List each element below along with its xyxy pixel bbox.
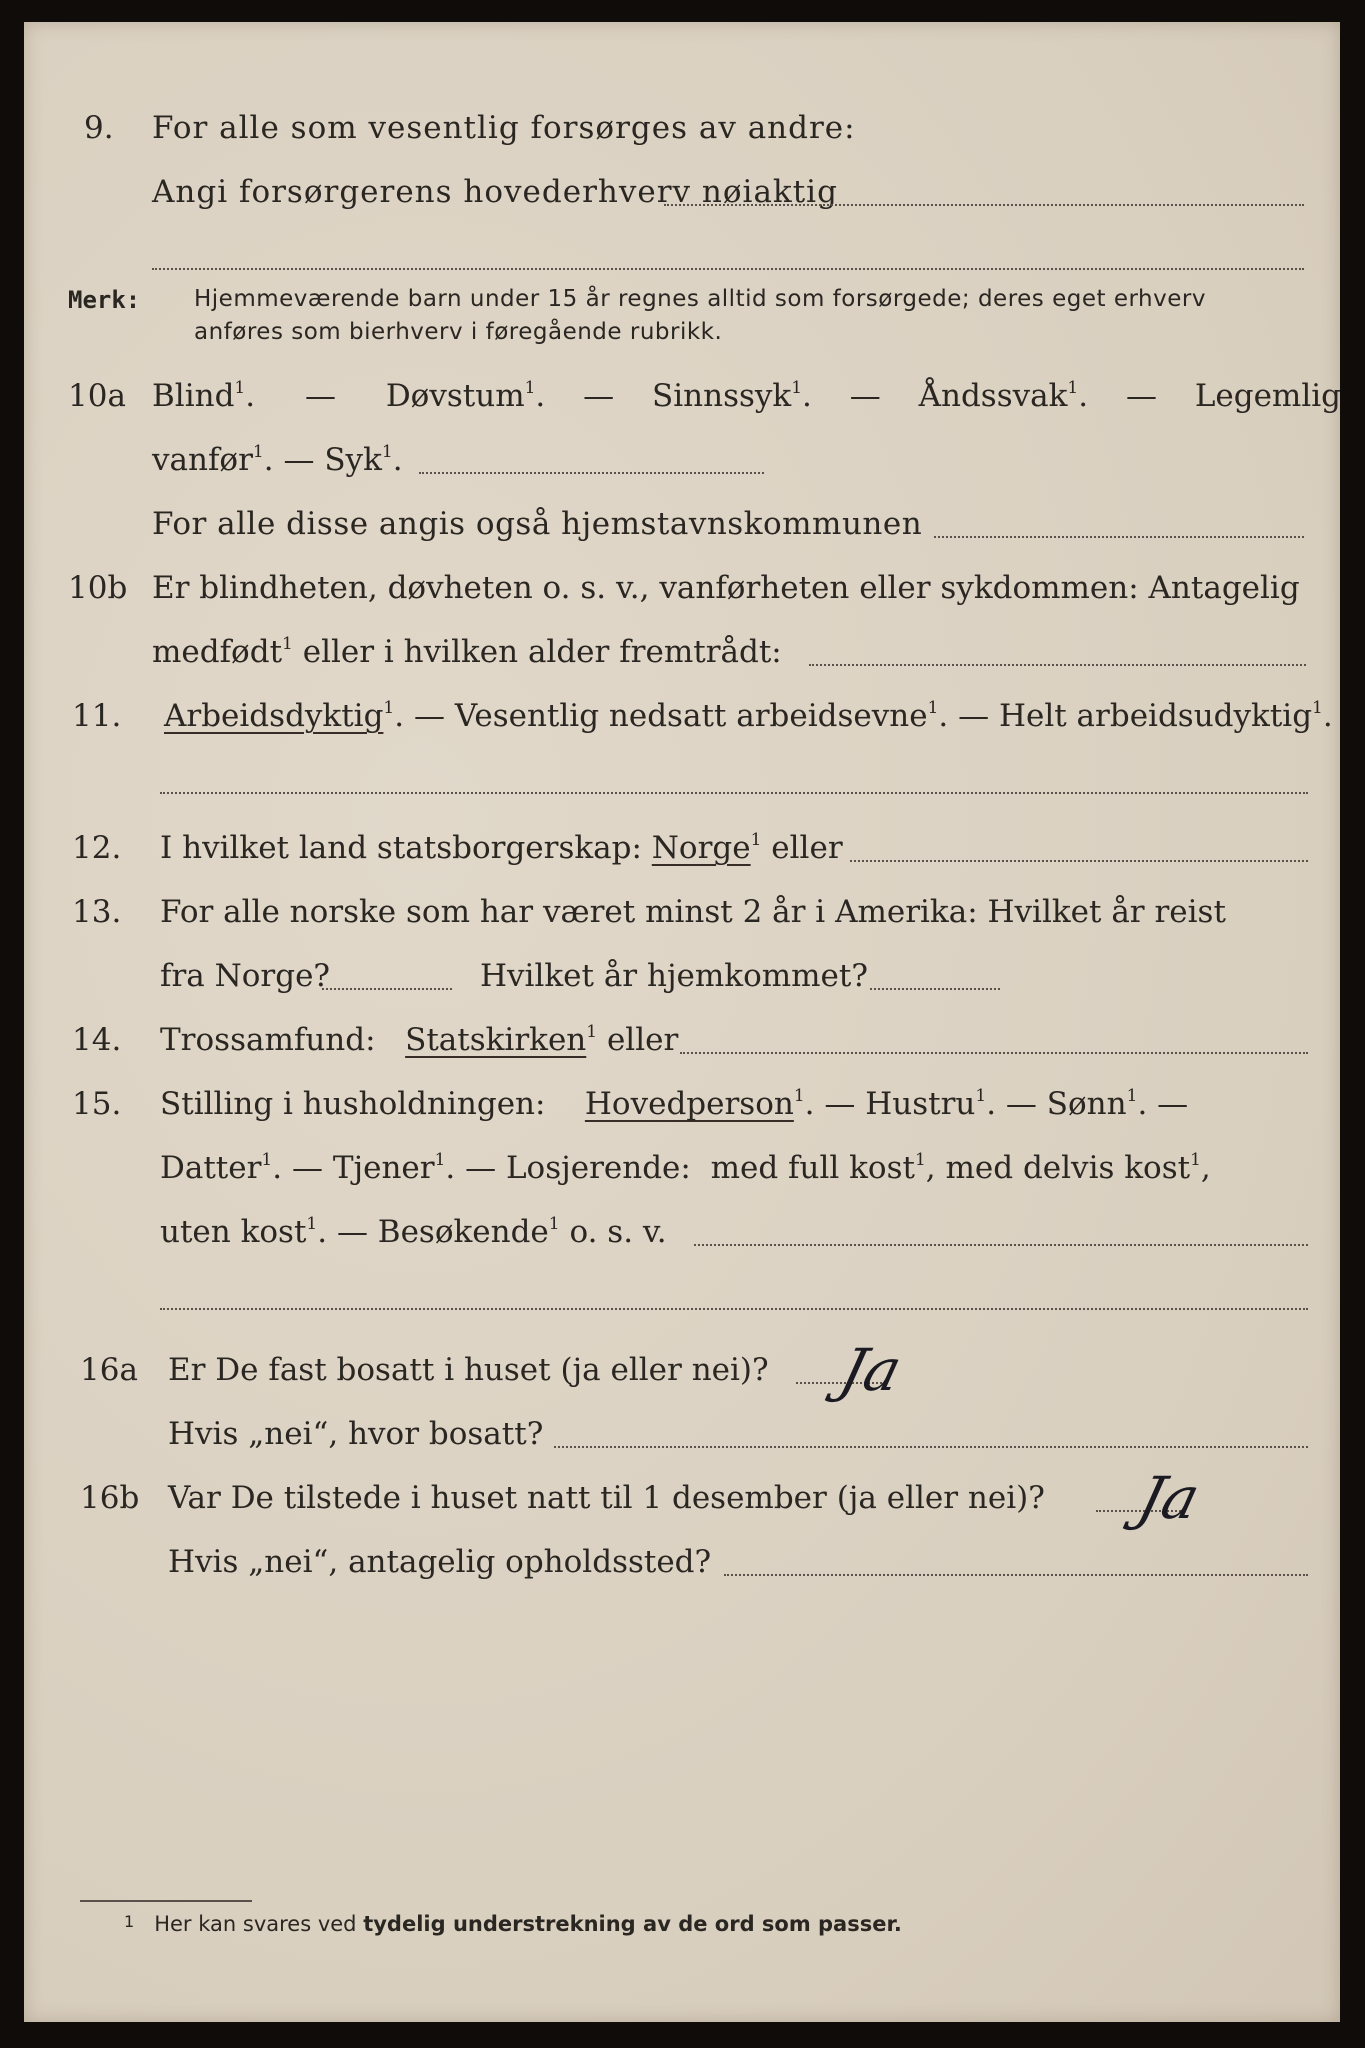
q16a-bosatt-field[interactable] xyxy=(554,1446,1308,1448)
q16b-opholdssted-field[interactable] xyxy=(724,1574,1308,1576)
opt-tjener[interactable]: Tjener xyxy=(332,1150,435,1186)
opt-andssvak[interactable]: Åndssvak xyxy=(918,378,1068,414)
q16a-line1: Er De fast bosatt i huset (ja eller nei)? xyxy=(168,1352,769,1388)
sup: 1 xyxy=(750,830,762,850)
opt-datter[interactable]: Datter xyxy=(160,1150,262,1186)
merk-line1: Hjemmeværende barn under 15 år regnes alltid som forsørgede; deres eget erhverv xyxy=(194,286,1206,312)
q16b-line1: Var De tilstede i huset natt til 1 desember (ja eller nei)? xyxy=(168,1480,1045,1516)
opt-legemlig[interactable]: Legemlig xyxy=(1194,378,1342,414)
q12-answer-field[interactable] xyxy=(850,860,1308,862)
q16b-line2: Hvis „nei“, antagelig opholdssted? xyxy=(168,1544,712,1580)
q15-losjerende: Losjerende: xyxy=(505,1150,691,1186)
q16a-number: 16a xyxy=(80,1352,138,1388)
q10b-line2 xyxy=(152,634,782,670)
q15-line1: Stilling i husholdningen: Hovedperson$^1$. — Hustru$^1$. — Sønn$^1$. — xyxy=(160,1086,1189,1122)
q11-options: Arbeidsdyktig$^1$. — Vesentlig nedsatt arbeidsevne$^1$. — Helt arbeidsudyktig$^1$. xyxy=(164,698,1333,734)
q15-answer-field-2[interactable] xyxy=(160,1308,1308,1310)
opt-besokende[interactable]: Besøkende xyxy=(377,1214,549,1250)
q15-line3: uten kost$^1$. — Besøkende$^1$ o. s. v. xyxy=(160,1214,667,1250)
sup: 1 xyxy=(586,1022,598,1042)
q11-number: 11. xyxy=(72,698,122,734)
q15-number: 15. xyxy=(72,1086,122,1122)
opt-udyktig[interactable]: Helt arbeidsudyktig xyxy=(998,698,1313,734)
opt-full-kost[interactable]: med full kost xyxy=(710,1150,915,1186)
sup: 1 xyxy=(282,634,293,654)
opt-delvis-kost[interactable]: med delvis kost xyxy=(945,1150,1191,1186)
q10b-line1: Er blindheten, døvheten o. s. v., vanførheten eller sykdommen: Antagelig xyxy=(152,570,1300,606)
footnote-rule xyxy=(80,1900,252,1902)
opt-nedsatt[interactable]: Vesentlig nedsatt arbeidsevne xyxy=(454,698,928,734)
q9-answer-field[interactable] xyxy=(664,204,1304,206)
footnote-normal: Her kan svares ved xyxy=(154,1912,357,1936)
q15-answer-field[interactable] xyxy=(694,1244,1308,1246)
q10a-number: 10a xyxy=(68,378,126,414)
footnote-mark: 1 xyxy=(124,1912,135,1931)
q13-number: 13. xyxy=(72,894,122,930)
sup: 1 xyxy=(381,442,393,462)
sup: 1 xyxy=(234,378,246,398)
footnote-bold: tydelig understrekning av de ord som passer. xyxy=(363,1912,902,1936)
q16a-line2: Hvis „nei“, hvor bosatt? xyxy=(168,1416,544,1452)
q16a-handwritten-answer: Ja xyxy=(833,1336,909,1404)
sup: 1 xyxy=(1067,378,1079,398)
sup: 1 xyxy=(261,1150,273,1170)
q10a-line3: For alle disse angis også hjemstavnskommunen xyxy=(152,506,923,542)
q13-fra: fra Norge? xyxy=(160,958,331,994)
q10b-answer-field[interactable] xyxy=(809,664,1306,666)
sup: 1 xyxy=(1312,698,1323,718)
q12-line xyxy=(160,830,843,866)
opt-uten-kost[interactable]: uten kost xyxy=(160,1214,307,1250)
opt-dovstum[interactable]: Døvstum xyxy=(385,378,525,414)
q9-answer-field-2[interactable] xyxy=(152,268,1304,270)
q13-line1: For alle norske som har været minst 2 år i Amerika: Hvilket år reist xyxy=(160,894,1226,930)
q10b-number: 10b xyxy=(68,570,128,606)
q11-answer-field[interactable] xyxy=(160,792,1308,794)
q12-text: I hvilket land statsborgerskap: xyxy=(160,830,642,866)
q9-number: 9. xyxy=(84,110,114,146)
sup: 1 xyxy=(975,1086,987,1106)
q10a-line2: vanfør$^1$. — Syk$^1$. xyxy=(152,442,403,478)
sup: 1 xyxy=(793,1086,805,1106)
sup: 1 xyxy=(306,1214,318,1234)
q10b-line2-rest: eller i hvilken alder fremtrådt: xyxy=(302,634,782,670)
q14-answer-field[interactable] xyxy=(680,1052,1308,1054)
opt-syk[interactable]: Syk xyxy=(324,442,382,478)
q10a-syk-field[interactable] xyxy=(419,472,764,474)
opt-norge[interactable]: Norge xyxy=(651,830,751,866)
sup: 1 xyxy=(1126,1086,1138,1106)
sup: 1 xyxy=(548,1214,560,1234)
footnote xyxy=(124,1912,902,1936)
q16b-handwritten-answer: Ja xyxy=(1131,1464,1207,1532)
sup: 1 xyxy=(1190,1150,1201,1170)
q12-number: 12. xyxy=(72,830,122,866)
q14-text: Trossamfund: xyxy=(160,1022,376,1058)
merk-line2: anføres som bierhverv i føregående rubrikk. xyxy=(194,319,723,345)
q14-number: 14. xyxy=(72,1022,122,1058)
q10a-kommune-field[interactable] xyxy=(934,536,1304,538)
opt-hovedperson[interactable]: Hovedperson xyxy=(584,1086,794,1122)
q10a-options: Blind$^1$. — Døvstum$^1$. — Sinnssyk$^1$. — Åndssvak$^1$. — Legemlig xyxy=(152,378,1342,414)
q14-line xyxy=(160,1022,678,1058)
opt-statskirken[interactable]: Statskirken xyxy=(405,1022,587,1058)
opt-blind[interactable]: Blind xyxy=(152,378,235,414)
sup: 1 xyxy=(383,698,395,718)
opt-vanfor[interactable]: vanfør xyxy=(152,442,253,478)
q9-line2-text: Angi forsørgerens hovederhverv nøiaktig xyxy=(152,174,838,210)
sup: 1 xyxy=(252,442,264,462)
sup: 1 xyxy=(524,378,536,398)
q13-hjem-field[interactable] xyxy=(870,988,1000,990)
q9-line1: For alle som vesentlig forsørges av andre: xyxy=(152,110,856,146)
q15-line2: Datter$^1$. — Tjener$^1$. — Losjerende: med full kost$^1$, med delvis kost$^1$, xyxy=(160,1150,1211,1186)
sup: 1 xyxy=(927,698,939,718)
sup: 1 xyxy=(791,378,803,398)
q12-eller: eller xyxy=(771,830,843,866)
q13-hjem: Hvilket år hjemkommet? xyxy=(480,958,868,994)
sup: 1 xyxy=(434,1150,446,1170)
opt-sinnssyk[interactable]: Sinnssyk xyxy=(652,378,792,414)
q15-osv: o. s. v. xyxy=(569,1214,667,1250)
opt-sonn[interactable]: Sønn xyxy=(1046,1086,1127,1122)
opt-arbeidsdyktig[interactable]: Arbeidsdyktig xyxy=(164,698,384,734)
merk-label: Merk: xyxy=(68,286,141,314)
q13-fra-field[interactable] xyxy=(322,988,452,990)
census-form-page xyxy=(24,22,1340,2022)
opt-hustru[interactable]: Hustru xyxy=(865,1086,976,1122)
q15-text: Stilling i husholdningen: xyxy=(160,1086,546,1122)
sup: 1 xyxy=(914,1150,926,1170)
q14-eller: eller xyxy=(606,1022,679,1058)
q16b-number: 16b xyxy=(80,1480,140,1516)
opt-medfodt[interactable]: medfødt xyxy=(152,634,283,670)
